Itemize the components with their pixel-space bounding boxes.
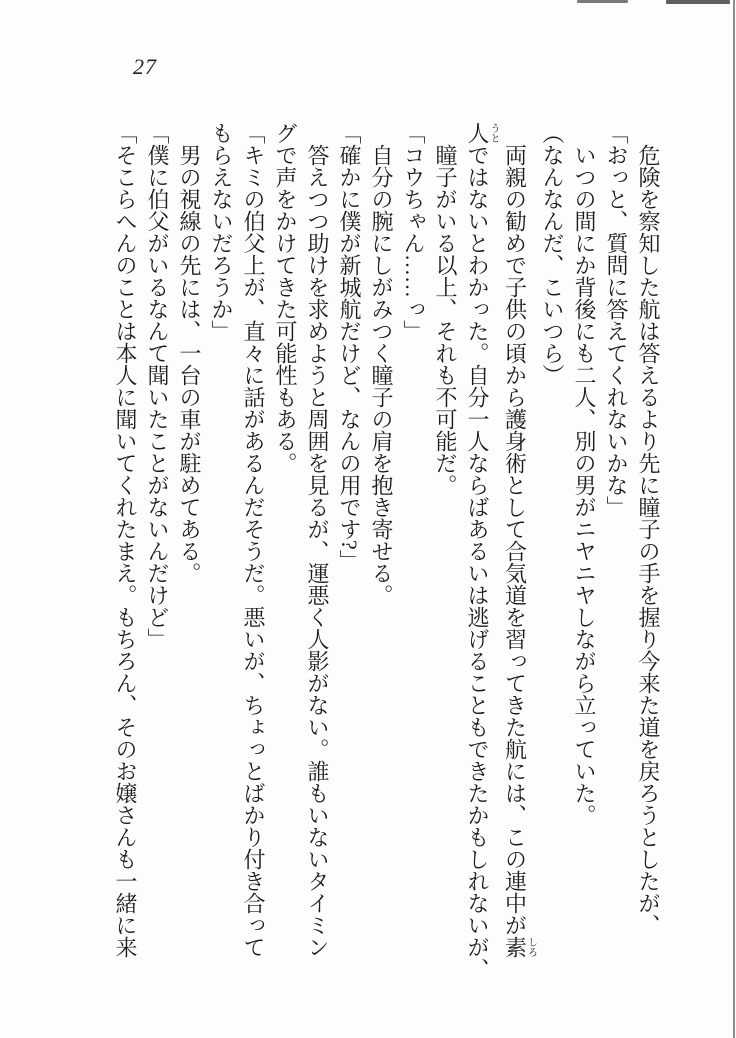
text-column-2: 「おっと、質問に答えてくれないかな」 xyxy=(604,122,629,518)
text-column-16: 「僕に伯父がいるなんて聞いたことがないんだけど」 xyxy=(145,122,170,650)
text-column-11: 答えつつ助けを求めようと周囲を見るが、運悪く人影がない。誰もいないタイミン xyxy=(305,144,330,958)
text-column-6: 人うとではないとわかった。自分一人ならばあるいは逃げることもできたかもしれないが、 xyxy=(465,122,499,980)
text-column-3: いつの間にか背後にも二人、別の男がニヤニヤしながら立っていた。 xyxy=(572,144,597,826)
ruby-annotated-word: 人うと xyxy=(465,122,499,144)
text-column-9: 自分の腕にしがみつく瞳子の肩を抱き寄せる。 xyxy=(369,144,394,606)
vertical-text-block xyxy=(109,122,664,980)
text-column-14: もらえないだろうか」 xyxy=(209,122,234,342)
text-column-17: 「そこらへんのことは本人に聞いてくれたまえ。もちろん、そのお嬢さんも一緒に来 xyxy=(113,122,138,958)
page-number: 27 xyxy=(133,54,157,79)
text-column-7: 瞳子がいる以上、それも不可能だ。 xyxy=(433,144,458,496)
text-column-10: 「確かに僕が新城航だけど、なんの用です?」 xyxy=(337,122,362,572)
text-column-15: 男の視線の先には、一台の車が駐めてある。 xyxy=(177,144,202,584)
text-column-13: 「キミの伯父上が、直々に話があるんだそうだ。悪いが、ちょっとばかり付き合って xyxy=(241,122,266,958)
text-column-12: グで声をかけてきた可能性もある。 xyxy=(273,122,298,474)
ruby-annotated-word: 素しろ xyxy=(502,936,537,958)
text-column-1: 危険を察知した航は答えるより先に瞳子の手を握り今来た道を戻ろうとしたが、 xyxy=(636,144,661,936)
text-column-8: 「コウちゃん……っ」 xyxy=(401,122,426,342)
page-edge-line xyxy=(733,0,735,1038)
scan-artifact-mark xyxy=(577,0,628,3)
text-column-4: （なんなんだ、こいつら） xyxy=(540,122,565,386)
scan-artifact-mark xyxy=(666,0,730,4)
text-column-5: 両親の勧めで子供の頃から護身術として合気道を習ってきた航には、この連中が素しろ xyxy=(502,144,537,958)
